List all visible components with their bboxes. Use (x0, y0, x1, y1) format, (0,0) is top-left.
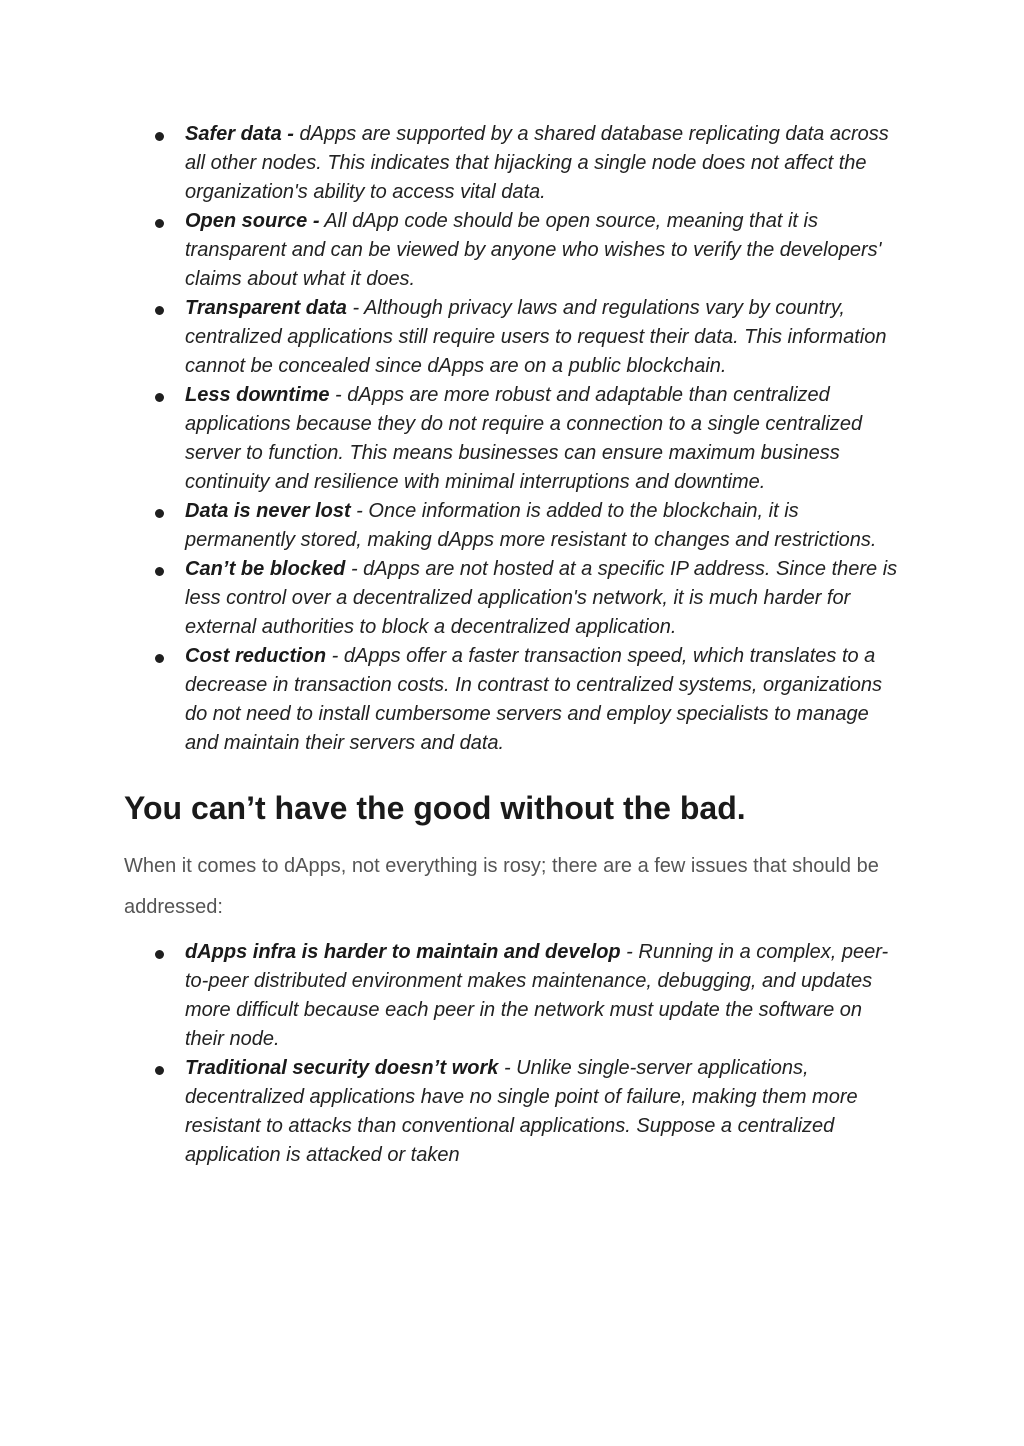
item-term: Traditional security doesn’t work (185, 1057, 499, 1079)
list-item (124, 555, 904, 642)
item-term: Less downtime (185, 384, 330, 406)
list-item (124, 294, 904, 381)
list-item (124, 642, 904, 758)
item-term: Data is never lost (185, 500, 351, 522)
issues-list (124, 938, 904, 1170)
list-item (124, 207, 904, 294)
item-description: dApps are supported by a shared database replicating data across all other nodes. This indicates that hijacking a single node does not affect the organization's ability to access vital data. (185, 123, 889, 203)
item-description: - Although privacy laws and regulations vary by country, centralized applications still require users to request their data. This information cannot be concealed since dApps are on a public blockchain. (185, 297, 887, 377)
benefits-list (124, 120, 904, 758)
item-description: - dApps are more robust and adaptable than centralized applications because they do not require a connection to a single centralized server to function. This means businesses can ensure maximum business continuity and resilience with minimal interruptions and downtime. (185, 384, 863, 493)
item-term: Cost reduction (185, 645, 327, 667)
bullet-icon (155, 132, 164, 141)
item-description: - dApps offer a faster transaction speed, which translates to a decrease in transaction costs. In contrast to centralized systems, organizations do not need to install cumbersome servers and employ specialists to manage and maintain their servers and data. (185, 645, 883, 754)
item-term: dApps infra is harder to maintain and develop (185, 941, 621, 963)
bullet-icon (155, 219, 164, 228)
document-page (124, 120, 904, 1170)
item-description: - Running in a complex, peer-to-peer distributed environment makes maintenance, debugging, and updates more difficult because each peer in the network must update the software on their node. (185, 941, 889, 1050)
bullet-icon (155, 1066, 164, 1075)
list-item (124, 120, 904, 207)
item-description: - dApps are not hosted at a specific IP address. Since there is less control over a decentralized application's network, it is much harder for external authorities to block a decentralized application. (185, 558, 898, 638)
bullet-icon (155, 654, 164, 663)
item-term: Safer data - (185, 123, 294, 145)
bullet-icon (155, 950, 164, 959)
section-intro: When it comes to dApps, not everything is rosy; there are a few issues that should be addressed: (124, 855, 879, 918)
item-description: - Unlike single-server applications, decentralized applications have no single point of failure, making them more resistant to attacks than conventional applications. Suppose a centralized application is attacked or taken (185, 1057, 858, 1166)
bullet-icon (155, 509, 164, 518)
list-item (124, 938, 904, 1054)
bullet-icon (155, 306, 164, 315)
item-description: - Once information is added to the blockchain, it is permanently stored, making dApps more resistant to changes and restrictions. (185, 500, 877, 551)
section-heading: You can’t have the good without the bad. (124, 790, 746, 826)
list-item (124, 497, 904, 555)
item-term: Transparent data (185, 297, 347, 319)
item-term: Open source - (185, 210, 320, 232)
bullet-icon (155, 393, 164, 402)
item-term: Can’t be blocked (185, 558, 346, 580)
list-item (124, 381, 904, 497)
bullet-icon (155, 567, 164, 576)
list-item (124, 1054, 904, 1170)
item-description: All dApp code should be open source, meaning that it is transparent and can be viewed by anyone who wishes to verify the developers' claims about what it does. (185, 210, 882, 290)
